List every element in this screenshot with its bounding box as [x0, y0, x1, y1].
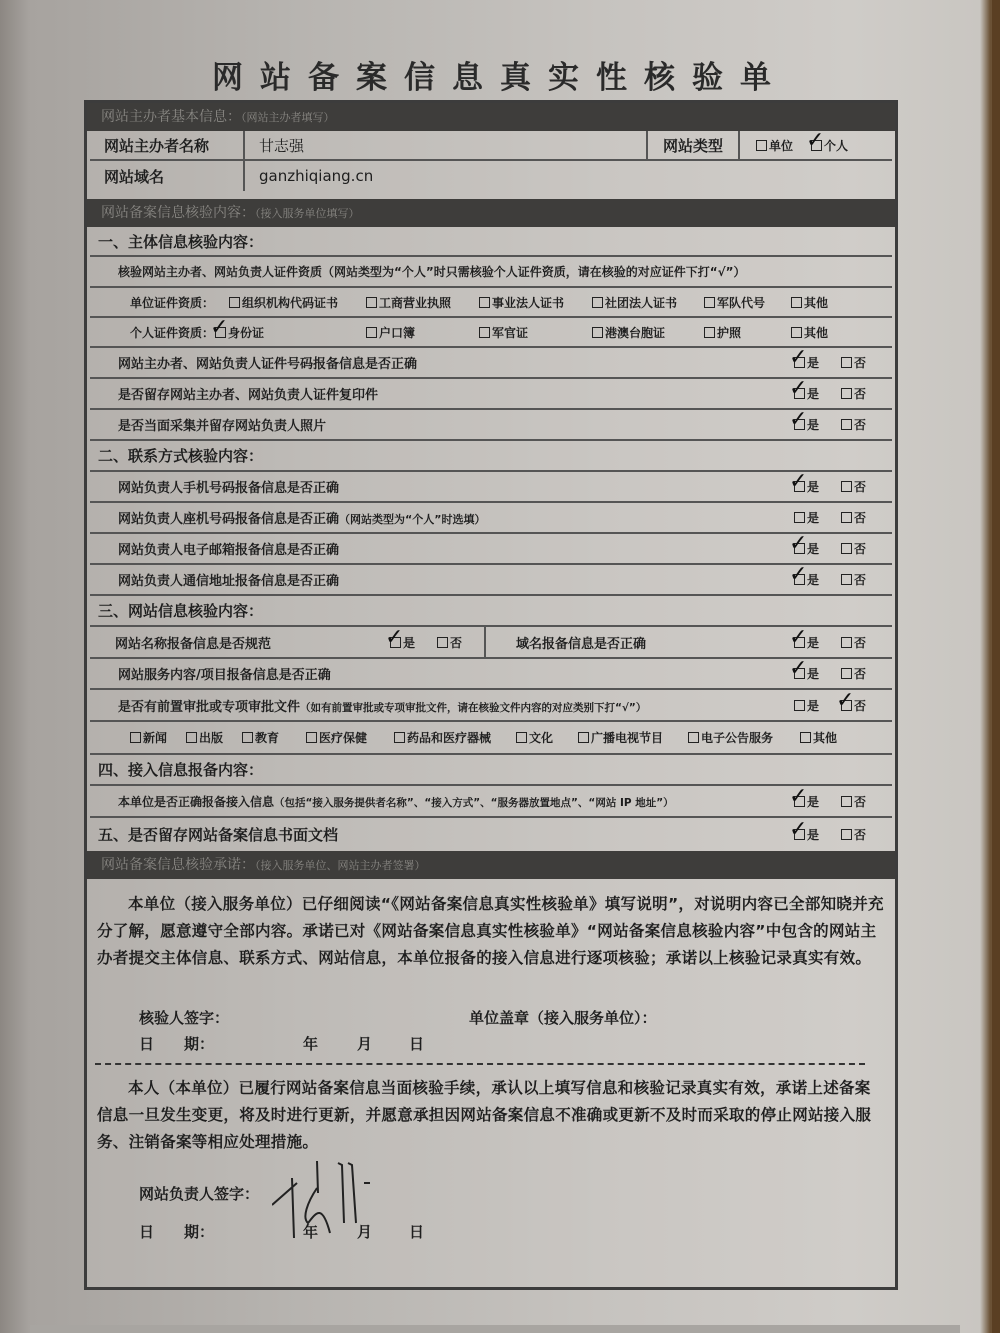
service-provider-commitment: 本单位（接入服务单位）已仔细阅读“《网站备案信息真实性核验单》填写说明”，对说明内容已全部知晓并充分了解，愿意遵守全部内容。承诺已对《网站备案信息真实性核验单》“网站备案信息核验内容”中包含的网站主办者提交主体信息、联系方式、网站信息，本单位报备的接入信息进行逐项核验；承诺以上核验记录真实有效。	[97, 895, 884, 967]
approval-options	[90, 729, 892, 746]
checked-checkbox-icon[interactable]	[811, 140, 822, 151]
section4-title: 四、接入信息报备内容：	[98, 761, 264, 779]
question-row	[90, 348, 892, 379]
option-label: 药品和医疗器械	[407, 731, 492, 745]
option-label: 文化	[529, 731, 554, 745]
yes-label: 是	[806, 635, 819, 650]
option-label: 其他	[804, 295, 829, 310]
section1-title-row	[90, 227, 892, 257]
owner-signature-label: 网站负责人签字：	[139, 1185, 260, 1203]
checked-checkbox-icon[interactable]	[794, 388, 805, 399]
yes-no-group	[794, 826, 866, 843]
checked-checkbox-icon[interactable]	[794, 796, 805, 807]
option-label: 护照	[717, 325, 742, 340]
question-row	[90, 379, 892, 410]
checkbox-icon[interactable]	[242, 732, 253, 743]
document-title: 网站备案信息真实性核验单	[212, 60, 788, 96]
yes-option[interactable]	[794, 634, 819, 651]
option-label: 电子公告服务	[701, 731, 774, 745]
checkbox-icon[interactable]	[841, 829, 852, 840]
no-label: 否	[853, 827, 866, 842]
question-note: （网站类型为“个人”时选填）	[339, 513, 486, 526]
checkbox-icon[interactable]	[841, 574, 852, 585]
option-label: 工商营业执照	[379, 295, 452, 310]
stamp-label: 单位盖章（接入服务单位）：	[469, 1009, 657, 1027]
question-main: 网站负责人座机号码报备信息是否正确	[118, 512, 340, 527]
yes-label: 是	[806, 667, 819, 681]
yes-option[interactable]	[794, 826, 819, 843]
unit-cert-options	[90, 294, 892, 311]
unit-cert-option[interactable]	[704, 294, 791, 311]
owner-name-value[interactable]: 甘志强	[245, 131, 648, 159]
approval-option[interactable]	[130, 729, 186, 746]
option-label: 出版	[199, 731, 224, 745]
section5-title: 五、是否留存网站备案信息书面文档	[98, 825, 339, 844]
question-text	[90, 508, 485, 527]
no-option[interactable]	[841, 826, 866, 843]
checkbox-icon[interactable]	[841, 512, 852, 523]
checked-checkbox-icon[interactable]	[794, 357, 805, 368]
checkbox-icon[interactable]	[800, 732, 811, 743]
yes-label: 是	[806, 794, 819, 809]
yes-label: 是	[806, 480, 819, 494]
checkbox-icon[interactable]	[841, 481, 852, 492]
checkbox-icon[interactable]	[366, 327, 377, 338]
checkbox-icon[interactable]	[841, 543, 852, 554]
site-type-label: 网站类型	[648, 131, 740, 159]
question-text: 域名报备信息是否正确	[516, 636, 647, 652]
section4-title-row	[90, 755, 892, 786]
section3-title: 三、网站信息核验内容：	[98, 602, 264, 620]
no-option[interactable]	[841, 509, 866, 526]
approval-option[interactable]	[578, 729, 688, 746]
basic-info-header	[87, 103, 895, 131]
checked-checkbox-icon[interactable]	[794, 543, 805, 554]
no-label: 否	[853, 511, 866, 525]
checkbox-icon[interactable]	[841, 419, 852, 430]
no-label: 否	[853, 698, 866, 713]
checkbox-icon[interactable]	[394, 732, 405, 743]
unit-cert-option[interactable]	[791, 294, 828, 311]
unit-cert-row	[90, 288, 892, 318]
owner-name-row	[90, 131, 892, 161]
unit-cert-label: 单位证件资质：	[130, 295, 215, 310]
domain-row	[90, 161, 892, 191]
yes-option[interactable]	[794, 509, 819, 526]
checkbox-icon[interactable]	[516, 732, 527, 743]
question-text: 网站主办者、网站负责人证件号码报备信息是否正确	[118, 357, 418, 372]
no-label: 否	[853, 794, 866, 809]
no-option[interactable]	[841, 354, 866, 371]
question-text: 是否当面采集并留存网站负责人照片	[118, 419, 327, 434]
checked-checkbox-icon[interactable]	[794, 419, 805, 430]
checkbox-icon[interactable]	[592, 327, 603, 338]
option-label: 个人	[824, 138, 849, 153]
checked-checkbox-icon[interactable]	[794, 481, 805, 492]
background-table-edge	[992, 0, 1000, 1333]
owner-date-label: 日 期：	[139, 1223, 215, 1241]
option-label: 单位	[769, 138, 794, 153]
yes-option[interactable]	[794, 416, 819, 433]
checkbox-icon[interactable]	[704, 297, 715, 308]
checkbox-icon[interactable]	[841, 357, 852, 368]
yes-no-group	[794, 571, 866, 588]
verify-header-text: 网站备案信息核验内容：	[101, 205, 255, 221]
site-type-personal-option[interactable]	[811, 137, 848, 154]
commitment-header-text: 网站备案信息核验承诺：	[101, 857, 255, 873]
name-domain-row	[90, 627, 892, 659]
checkbox-icon[interactable]	[306, 732, 317, 743]
checkbox-icon[interactable]	[592, 297, 603, 308]
question-text	[90, 793, 674, 810]
no-option[interactable]	[841, 385, 866, 402]
question-row	[90, 786, 892, 818]
no-option[interactable]	[841, 665, 866, 682]
site-name-cell	[90, 627, 486, 657]
approval-option[interactable]	[242, 729, 306, 746]
question-row	[90, 659, 892, 690]
approval-option[interactable]	[394, 729, 516, 746]
no-label: 否	[853, 418, 866, 432]
personal-cert-option[interactable]	[479, 324, 592, 341]
verification-form	[84, 100, 898, 1290]
yes-label: 是	[806, 573, 819, 587]
section3-title-row	[90, 596, 892, 627]
no-label: 否	[853, 387, 866, 401]
domain-value[interactable]: ganzhiqiang.cn	[259, 167, 374, 185]
approval-option[interactable]	[688, 729, 800, 746]
section2-title: 二、联系方式核验内容：	[98, 447, 264, 465]
no-option[interactable]	[841, 478, 866, 495]
unit-cert-option[interactable]	[229, 294, 366, 311]
question-note: （包括“接入服务提供者名称”、“接入方式”、“服务器放置地点”、“网站 IP 地址”）	[274, 796, 674, 809]
checked-checkbox-icon[interactable]	[794, 574, 805, 585]
yes-no-group	[794, 665, 866, 682]
yes-option[interactable]	[794, 571, 819, 588]
unit-cert-option[interactable]	[366, 294, 479, 311]
option-label: 身份证	[228, 325, 265, 340]
yes-no-group	[794, 540, 866, 557]
checkbox-icon[interactable]	[841, 668, 852, 679]
checked-checkbox-icon[interactable]	[794, 668, 805, 679]
checkbox-icon[interactable]	[756, 140, 767, 151]
checkbox-icon[interactable]	[186, 732, 197, 743]
no-label: 否	[853, 635, 866, 650]
yes-label: 是	[806, 698, 819, 713]
checkbox-icon[interactable]	[791, 327, 802, 338]
yes-option[interactable]	[794, 697, 819, 714]
no-label: 否	[853, 573, 866, 587]
yes-label: 是	[806, 511, 819, 525]
checked-checkbox-icon[interactable]	[390, 637, 401, 648]
personal-cert-option[interactable]	[791, 324, 828, 341]
no-option[interactable]	[841, 571, 866, 588]
unit-cert-option[interactable]	[592, 294, 704, 311]
approval-option[interactable]	[186, 729, 242, 746]
question-text: 是否留存网站主办者、网站负责人证件复印件	[118, 388, 379, 403]
yes-no-group	[794, 793, 866, 810]
checkbox-icon[interactable]	[841, 796, 852, 807]
question-row	[90, 690, 892, 722]
no-option[interactable]	[841, 540, 866, 557]
commitment-header	[87, 851, 895, 879]
checkbox-icon[interactable]	[578, 732, 589, 743]
personal-cert-row	[90, 318, 892, 348]
site-type-options	[740, 131, 848, 159]
approval-option[interactable]	[306, 729, 394, 746]
yes-label: 是	[402, 635, 415, 650]
no-label: 否	[853, 542, 866, 556]
checkbox-icon[interactable]	[794, 700, 805, 711]
option-label: 其他	[804, 325, 829, 340]
option-label: 广播电视节目	[591, 731, 664, 745]
yes-option[interactable]	[794, 354, 819, 371]
verifier-date-day[interactable]: 日	[409, 1035, 425, 1053]
question-note: （如有前置审批或专项审批文件，请在核验文件内容的对应类别下打“√”）	[300, 701, 647, 714]
option-label: 军官证	[492, 325, 529, 340]
checkbox-icon[interactable]	[791, 297, 802, 308]
question-row	[90, 565, 892, 596]
domain-label: 网站域名	[90, 161, 245, 191]
yes-label: 是	[806, 387, 819, 401]
checkbox-icon[interactable]	[479, 297, 490, 308]
yes-option[interactable]	[794, 665, 819, 682]
question-row	[90, 534, 892, 565]
checkbox-icon[interactable]	[688, 732, 699, 743]
option-label: 事业法人证书	[492, 295, 565, 310]
yes-no-group	[794, 354, 866, 371]
checked-checkbox-icon[interactable]	[794, 637, 805, 648]
owner-date-day[interactable]: 日	[409, 1223, 425, 1241]
owner-name-label: 网站主办者名称	[90, 131, 245, 159]
checkbox-icon[interactable]	[229, 297, 240, 308]
no-label: 否	[449, 635, 462, 650]
yes-no-group	[794, 478, 866, 495]
question-main: 是否有前置审批或专项审批文件	[118, 699, 301, 715]
checked-checkbox-icon[interactable]	[794, 829, 805, 840]
owner-commitment: 本人（本单位）已履行网站备案信息当面核验手续，承认以上填写信息和核验记录真实有效，承诺上述备案信息一旦发生变更，将及时进行更新，并愿意承担因网站备案信息不准确或更新不及时而采取的停止网站接入服务、注销备案等相应处理措施。	[97, 1079, 872, 1151]
checkbox-icon[interactable]	[704, 327, 715, 338]
no-option[interactable]	[841, 416, 866, 433]
no-label: 否	[853, 356, 866, 370]
personal-cert-options	[90, 324, 892, 341]
yes-no-group	[794, 509, 866, 526]
checkbox-icon[interactable]	[841, 637, 852, 648]
verify-header	[87, 199, 895, 227]
site-type-unit-option[interactable]	[756, 137, 793, 154]
personal-cert-option[interactable]	[704, 324, 791, 341]
checkbox-icon[interactable]	[479, 327, 490, 338]
yes-option[interactable]	[794, 385, 819, 402]
personal-cert-option[interactable]	[215, 324, 366, 341]
checked-checkbox-icon[interactable]	[215, 327, 226, 338]
owner-date-year[interactable]: 年	[303, 1223, 319, 1241]
personal-cert-option[interactable]	[366, 324, 479, 341]
no-option[interactable]	[841, 793, 866, 810]
option-label: 新闻	[143, 731, 168, 745]
section2-title-row	[90, 441, 892, 472]
approval-option[interactable]	[516, 729, 578, 746]
option-label: 其他	[813, 731, 838, 745]
yes-no-group	[794, 697, 866, 714]
question-text	[90, 696, 646, 715]
approval-types-row	[90, 722, 892, 755]
no-option[interactable]	[437, 634, 462, 651]
option-label: 军队代号	[717, 295, 766, 310]
checkbox-icon[interactable]	[366, 297, 377, 308]
option-label: 港澳台胞证	[605, 325, 666, 340]
yes-option[interactable]	[794, 540, 819, 557]
question-text: 网站服务内容/项目报备信息是否正确	[118, 668, 331, 683]
checkbox-icon[interactable]	[841, 388, 852, 399]
yes-option[interactable]	[794, 478, 819, 495]
owner-date-month[interactable]: 月	[357, 1223, 373, 1241]
no-option[interactable]	[841, 697, 866, 714]
yes-option[interactable]	[390, 634, 415, 651]
approval-option[interactable]	[800, 729, 837, 746]
yes-no-group	[390, 634, 462, 651]
section1-title: 一、主体信息核验内容：	[98, 232, 264, 251]
option-label: 教育	[255, 731, 280, 745]
verifier-date-year[interactable]: 年	[303, 1035, 319, 1053]
checkbox-icon[interactable]	[437, 637, 448, 648]
verifier-signature-label: 核验人签字：	[139, 1009, 230, 1027]
option-label: 社团法人证书	[605, 295, 678, 310]
basic-info-header-note: （网站主办者填写）	[241, 111, 335, 124]
checkbox-icon[interactable]	[130, 732, 141, 743]
personal-cert-label: 个人证件资质：	[130, 325, 215, 340]
unit-cert-option[interactable]	[479, 294, 592, 311]
yes-label: 是	[806, 418, 819, 432]
option-label: 组织机构代码证书	[242, 295, 339, 310]
yes-option[interactable]	[794, 793, 819, 810]
question-row	[90, 410, 892, 441]
question-text: 网站负责人手机号码报备信息是否正确	[118, 481, 340, 496]
next-page-edge	[30, 1325, 960, 1333]
verifier-date-month[interactable]: 月	[357, 1035, 373, 1053]
section5-row	[90, 818, 892, 850]
question-main: 本单位是否正确报备接入信息	[118, 794, 275, 809]
verify-header-note: （接入服务单位填写）	[255, 207, 360, 220]
personal-cert-option[interactable]	[592, 324, 704, 341]
yes-no-group	[794, 416, 866, 433]
option-label: 户口簿	[379, 325, 416, 340]
checked-checkbox-icon[interactable]	[841, 700, 852, 711]
no-label: 否	[853, 667, 866, 681]
question-row	[90, 472, 892, 503]
question-text: 网站负责人电子邮箱报备信息是否正确	[118, 543, 340, 558]
yes-no-group	[794, 385, 866, 402]
cert-note-row	[90, 257, 892, 288]
no-option[interactable]	[841, 634, 866, 651]
yes-no-group	[794, 634, 866, 651]
cert-note: 核验网站主办者、网站负责人证件资质（网站类型为“个人”时只需核验个人证件资质，请在核验的对应证件下打“√”）	[118, 265, 746, 279]
yes-label: 是	[806, 356, 819, 370]
yes-label: 是	[806, 827, 819, 842]
verifier-date-label: 日 期：	[139, 1035, 215, 1053]
question-text: 网站名称报备信息是否规范	[115, 636, 272, 652]
checkbox-icon[interactable]	[794, 512, 805, 523]
question-text: 网站负责人通信地址报备信息是否正确	[118, 574, 340, 589]
question-row	[90, 503, 892, 534]
basic-info-header-text: 网站主办者基本信息：	[101, 109, 241, 125]
no-label: 否	[853, 480, 866, 494]
commitment-header-note: （接入服务单位、网站主办者签署）	[255, 859, 426, 872]
option-label: 医疗保健	[319, 731, 368, 745]
yes-label: 是	[806, 542, 819, 556]
dashed-divider	[95, 1063, 865, 1065]
